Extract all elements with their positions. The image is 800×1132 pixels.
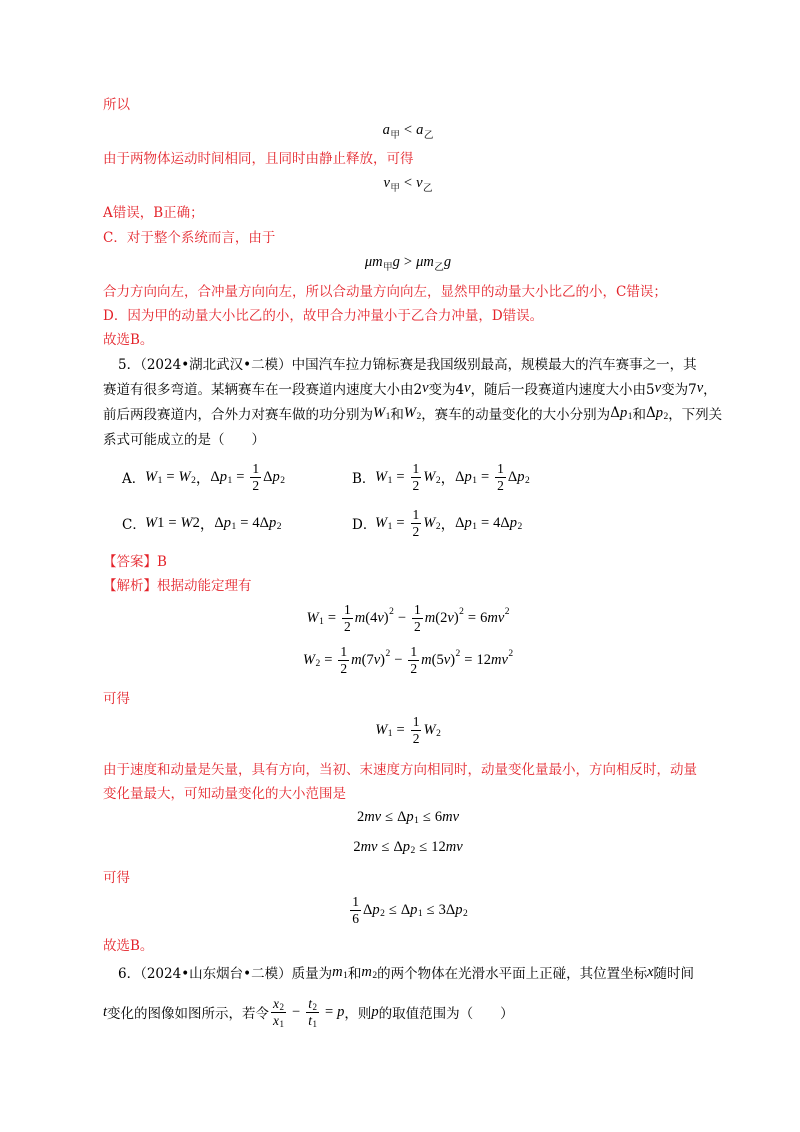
fraction-denominator xyxy=(411,479,422,493)
math-subscript: 2 xyxy=(279,1001,285,1012)
text-run: 变为7 xyxy=(661,382,697,398)
text-run: Δ xyxy=(393,838,403,855)
math-variable: W xyxy=(375,721,388,738)
formula-friction-relation xyxy=(103,251,713,273)
math-variable: p xyxy=(223,514,231,531)
math-operator: ≤ xyxy=(419,838,428,855)
math-subscript: 乙 xyxy=(423,131,434,141)
fraction-denominator xyxy=(412,620,423,634)
fraction-denominator xyxy=(250,479,261,493)
math-superscript: 2 xyxy=(455,649,461,659)
math-operator: ≤ xyxy=(388,901,397,918)
text-run: ，赛车的动量变化的大小分别为 xyxy=(421,407,611,423)
math-operator: ≤ xyxy=(426,901,435,918)
fraction-numerator xyxy=(250,462,261,476)
text-run: 2 xyxy=(344,618,351,634)
math-subscript: 2 xyxy=(436,729,441,739)
text-run: 12 xyxy=(431,838,446,855)
solution-text: C．对于整个系统而言，由于 xyxy=(103,230,276,246)
math-variable: W xyxy=(375,468,388,485)
fraction-numerator xyxy=(412,603,423,617)
math-superscript: 2 xyxy=(508,649,514,659)
math-variable: p xyxy=(372,901,380,918)
math-variable: m xyxy=(424,609,436,626)
math-variable: W xyxy=(302,651,315,668)
option-d xyxy=(352,504,522,542)
solution-text: 合力方向向左，合冲量方向向左，所以合动量方向向左，显然甲的动量大小比乙的小，C错误； xyxy=(103,284,667,300)
solution-conclusion: 故选B。 xyxy=(103,332,154,348)
text-run: 变化的图像如图所示，若令 xyxy=(107,1006,270,1022)
fraction-numerator xyxy=(495,462,506,476)
math-variable: μm xyxy=(364,253,383,270)
fraction-denominator xyxy=(411,732,422,746)
math-variable: W xyxy=(403,404,416,421)
question-5-stem-line xyxy=(103,402,723,424)
text-run: 2 xyxy=(497,477,504,493)
solution-text: 可得 xyxy=(103,870,130,886)
fraction-numerator xyxy=(350,895,361,909)
fraction-denominator xyxy=(408,662,419,676)
option-label: C． xyxy=(122,517,146,533)
text-run: 1 xyxy=(344,601,351,617)
math-subscript: 2 xyxy=(435,522,441,532)
fraction xyxy=(250,462,261,493)
math-variable: x xyxy=(273,995,280,1011)
text-run: Δ xyxy=(507,468,518,485)
text-run: 的取值范围为（ ） xyxy=(378,1006,514,1022)
math-operator: ≤ xyxy=(422,808,431,825)
math-operator: > xyxy=(403,253,413,270)
text-run: Δ xyxy=(610,405,620,421)
answer-line: 【答案】B xyxy=(103,554,167,570)
math-variable: v xyxy=(447,609,454,626)
fraction xyxy=(338,645,349,676)
math-variable: m xyxy=(351,651,362,668)
text-run: 2 xyxy=(410,660,418,676)
fraction xyxy=(411,715,422,746)
text-run: 前后两段赛道内，合外力对赛车做的功分别为 xyxy=(103,407,373,423)
math-subscript: 1 xyxy=(343,971,348,981)
option-expression xyxy=(375,462,530,493)
text-run: 和 xyxy=(347,966,362,982)
math-operator: = xyxy=(327,609,336,626)
math-subscript: 1 xyxy=(157,476,163,486)
math-variable: W xyxy=(373,404,386,421)
math-variable: μm xyxy=(416,253,434,270)
text-run: Δ xyxy=(400,901,411,918)
math-variable: p xyxy=(464,514,472,531)
text-run: ) xyxy=(380,651,385,668)
text-run: 1 xyxy=(340,643,348,659)
math-operator: ≤ xyxy=(385,808,394,825)
math-subscript: 2 xyxy=(372,971,378,981)
math-subscript: 2 xyxy=(524,476,530,486)
text-run: 6 xyxy=(480,609,488,626)
text-run: Δ xyxy=(210,468,220,485)
fraction xyxy=(342,603,353,634)
formula-acceleration-relation xyxy=(103,119,713,141)
text-run: ， xyxy=(440,516,456,533)
formula-momentum-relation xyxy=(103,891,713,929)
text-run: ， xyxy=(440,470,456,487)
math-operator: < xyxy=(403,174,413,191)
text-run: (2 xyxy=(435,609,448,626)
question-6-stem-line xyxy=(103,993,713,1031)
text-run: 和 xyxy=(632,407,646,423)
math-variable: mv xyxy=(445,838,463,855)
math-variable: t xyxy=(308,1012,312,1028)
option-b xyxy=(352,458,530,496)
fraction xyxy=(306,997,319,1028)
text-run: Δ xyxy=(455,468,465,485)
math-subscript: 甲 xyxy=(383,263,393,273)
text-run: 1 xyxy=(352,893,360,909)
math-operator: = xyxy=(324,651,333,668)
text-run: Δ xyxy=(455,514,465,531)
fraction xyxy=(408,645,419,676)
math-subscript: 1 xyxy=(417,909,423,919)
math-variable: v xyxy=(443,651,451,668)
text-run: ， xyxy=(703,382,717,398)
text-run: 2 xyxy=(412,730,420,746)
solution-conclusion: 故选B。 xyxy=(103,938,154,954)
text-run: 2 xyxy=(252,477,260,493)
text-run: 和 xyxy=(390,407,404,423)
fraction xyxy=(271,997,286,1028)
math-superscript: 2 xyxy=(389,607,394,617)
math-variable: W xyxy=(423,468,436,485)
text-run: 1 xyxy=(414,601,421,617)
math-variable: p xyxy=(464,468,472,485)
math-variable: m xyxy=(332,963,343,980)
math-variable: mv xyxy=(487,609,505,626)
option-label: B． xyxy=(352,471,376,487)
text-run: ) xyxy=(450,651,456,668)
text-run: 1 xyxy=(252,460,260,476)
math-variable: p xyxy=(655,404,663,421)
text-run: 4Δ xyxy=(493,514,510,531)
math-variable: p xyxy=(619,404,628,421)
text-run: 1 xyxy=(412,460,420,476)
text-run: Δ xyxy=(645,405,656,421)
math-variable: p xyxy=(402,838,411,855)
math-subscript: 2 xyxy=(280,476,285,486)
math-operator: = xyxy=(166,468,175,485)
text-run: (7 xyxy=(361,651,374,668)
math-operator: = xyxy=(324,1003,334,1020)
formula-work-relation xyxy=(103,711,713,749)
math-subscript: 2 xyxy=(517,522,523,532)
math-operator: − xyxy=(292,1003,301,1020)
math-operator: ≤ xyxy=(381,838,390,855)
option-expression xyxy=(375,508,522,539)
math-subscript: 1 xyxy=(387,729,393,739)
solution-text: 由于速度和动量是矢量，具有方向，当初、末速度方向相同时，动量变化量最小，方向相反时，动量 xyxy=(103,762,697,778)
text-run: 的两个物体在光滑水平面上正碰，其位置坐标 xyxy=(377,966,648,982)
math-subscript: 2 xyxy=(462,909,468,919)
math-variable: p xyxy=(410,901,418,918)
math-variable: W xyxy=(145,468,158,485)
math-operator: − xyxy=(394,651,403,668)
math-subscript: 2 xyxy=(312,1001,317,1012)
math-variable: mv xyxy=(360,838,378,855)
math-variable: mv xyxy=(364,808,382,825)
math-subscript: 1 xyxy=(472,522,477,532)
math-subscript: 2 xyxy=(416,412,422,422)
math-variable: W xyxy=(145,514,158,531)
fraction-numerator xyxy=(411,462,422,476)
text-run: ， xyxy=(195,470,211,487)
math-subscript: 乙 xyxy=(423,184,433,194)
text-run: Δ xyxy=(263,468,273,485)
math-operator: = xyxy=(464,651,473,668)
text-run: ，下列关 xyxy=(668,407,723,423)
text-run: ， xyxy=(199,516,215,533)
text-run: 2 xyxy=(412,477,420,493)
text-run: 1 xyxy=(412,506,420,522)
fraction xyxy=(411,508,422,539)
text-run: 2 xyxy=(192,514,200,531)
math-operator: = xyxy=(480,468,490,485)
option-c xyxy=(122,504,281,542)
fraction xyxy=(350,895,361,926)
math-variable: p xyxy=(371,1003,379,1020)
fraction-denominator xyxy=(342,620,353,634)
fraction-denominator xyxy=(338,662,349,676)
math-superscript: 2 xyxy=(459,607,464,617)
math-operator: = xyxy=(480,514,490,531)
fraction-denominator xyxy=(495,479,506,493)
math-variable: v xyxy=(422,379,429,396)
math-subscript: 2 xyxy=(435,476,441,486)
fraction-numerator xyxy=(342,603,353,617)
fraction-denominator xyxy=(411,525,422,539)
math-variable: mv xyxy=(490,651,508,668)
math-variable: W xyxy=(423,721,436,738)
text-run: 6 xyxy=(434,808,443,825)
math-variable: a xyxy=(382,121,390,138)
solution-text: D．因为甲的动量大小比乙的小，故甲合力冲量小于乙合力冲量，D错误。 xyxy=(103,308,544,324)
math-variable: p xyxy=(406,808,414,825)
math-variable: g xyxy=(443,253,452,270)
math-variable: p xyxy=(272,468,280,485)
solution-text: 由于两物体运动时间相同，且同时由静止释放，可得 xyxy=(103,151,414,167)
fraction-denominator xyxy=(306,1014,319,1028)
math-subscript: 1 xyxy=(319,617,324,627)
math-variable: m xyxy=(361,963,372,980)
text-run: 赛道有很多弯道。某辆赛车在一段赛道内速度大小由2 xyxy=(103,382,423,398)
math-variable: v xyxy=(373,651,381,668)
math-variable: v xyxy=(654,379,662,396)
math-variable: W xyxy=(180,514,193,531)
math-operator: < xyxy=(403,121,413,138)
math-subscript: 1 xyxy=(227,476,233,486)
fraction-numerator xyxy=(411,715,422,729)
text-run: 变为4 xyxy=(428,382,465,398)
question-6-stem-line xyxy=(118,961,713,983)
option-label: A． xyxy=(122,471,146,487)
formula-dp2-range xyxy=(103,836,713,858)
fraction xyxy=(495,462,506,493)
math-subscript: 1 xyxy=(312,1018,317,1029)
math-subscript: 1 xyxy=(627,412,633,422)
question-5-stem-line xyxy=(103,377,717,399)
math-subscript: 2 xyxy=(410,846,416,856)
fraction-numerator xyxy=(408,645,419,659)
option-expression xyxy=(145,462,285,493)
math-operator: = xyxy=(168,514,177,531)
math-variable: m xyxy=(354,609,366,626)
math-subscript: 2 xyxy=(315,659,321,669)
math-subscript: 甲 xyxy=(390,131,400,141)
math-superscript: 2 xyxy=(385,649,391,659)
text-run: 1 xyxy=(497,460,504,476)
math-variable: x xyxy=(647,963,654,980)
solution-text: A错误，B正确； xyxy=(103,205,204,221)
solution-text: 变化量最大，可知动量变化的大小范围是 xyxy=(103,786,346,802)
formula-velocity-relation xyxy=(103,172,713,194)
text-run: (4 xyxy=(365,609,378,626)
math-operator: = xyxy=(236,468,245,485)
math-variable: p xyxy=(337,1003,345,1020)
math-subscript: 2 xyxy=(380,909,385,919)
math-variable: t xyxy=(308,995,312,1011)
fraction-numerator xyxy=(411,508,422,522)
fraction-denominator xyxy=(350,912,361,926)
math-variable: W xyxy=(423,514,436,531)
analysis-intro: 【解析】根据动能定理有 xyxy=(103,578,252,594)
math-operator: = xyxy=(467,609,477,626)
fraction-numerator xyxy=(306,997,319,1011)
text-run: ，随后一段赛道内速度大小由5 xyxy=(470,382,655,398)
question-5-stem-line: 5．（2024•湖北武汉•二模）中国汽车拉力锦标赛是我国级别最高，规模最大的汽车赛事之一，其 xyxy=(118,357,697,373)
math-variable: p xyxy=(219,468,227,485)
text-run: 3Δ xyxy=(438,901,456,918)
math-variable: p xyxy=(517,468,525,485)
text-run: 1 xyxy=(410,643,418,659)
text-run: 2 xyxy=(353,838,361,855)
math-operator: = xyxy=(396,721,405,738)
math-subscript: 1 xyxy=(231,522,237,532)
text-run: 6 xyxy=(352,910,360,926)
math-variable: v xyxy=(696,379,704,396)
math-subscript: 2 xyxy=(191,476,196,486)
math-operator: − xyxy=(397,609,407,626)
option-expression xyxy=(145,513,281,534)
text-run: 随时间 xyxy=(653,966,695,982)
math-operator: = xyxy=(240,514,249,531)
text-run: ，则 xyxy=(344,1006,372,1022)
math-variable: m xyxy=(421,651,432,668)
math-subscript: 2 xyxy=(276,522,282,532)
math-variable: t xyxy=(103,1003,108,1020)
text-run: 4Δ xyxy=(252,514,269,531)
math-operator: = xyxy=(396,514,405,531)
math-variable: g xyxy=(392,253,400,270)
math-variable: a xyxy=(416,121,424,138)
text-run: 6．（2024•山东烟台•二模）质量为 xyxy=(118,966,333,982)
solution-text: 所以 xyxy=(103,97,130,113)
text-run: 2 xyxy=(412,523,420,539)
math-variable: W xyxy=(375,514,388,531)
fraction xyxy=(412,603,423,634)
math-variable: W xyxy=(306,609,319,626)
text-run: Δ xyxy=(363,901,373,918)
math-subscript: 甲 xyxy=(390,184,400,194)
fraction-numerator xyxy=(271,997,286,1011)
text-run: Δ xyxy=(397,808,407,825)
text-run: ) xyxy=(453,609,459,626)
formula-w2-equation xyxy=(103,641,713,679)
math-subscript: 1 xyxy=(472,476,477,486)
math-subscript: 1 xyxy=(387,476,393,486)
math-subscript: 2 xyxy=(663,412,669,422)
question-5-stem-line: 系式可能成立的是（ ） xyxy=(103,432,265,448)
math-variable: p xyxy=(268,514,277,531)
math-variable: v xyxy=(416,174,423,191)
math-variable: v xyxy=(383,174,390,191)
text-run: 1 xyxy=(412,713,420,729)
math-variable: W xyxy=(178,468,191,485)
text-run: 1 xyxy=(157,514,165,531)
math-subscript: 1 xyxy=(414,816,419,826)
option-a xyxy=(122,458,285,496)
math-variable: mv xyxy=(442,808,460,825)
text-run: 2 xyxy=(340,660,348,676)
solution-text: 可得 xyxy=(103,691,130,707)
math-variable: v xyxy=(377,609,384,626)
math-subscript: 乙 xyxy=(434,263,444,273)
math-variable: p xyxy=(455,901,463,918)
math-operator: = xyxy=(396,468,405,485)
text-run: ) xyxy=(383,609,389,626)
fraction xyxy=(411,462,422,493)
option-label: D． xyxy=(352,517,377,533)
math-variable: p xyxy=(509,514,517,531)
text-run: 2 xyxy=(356,808,365,825)
fraction-denominator xyxy=(271,1014,286,1028)
math-variable: v xyxy=(464,379,471,396)
text-run: Δ xyxy=(214,514,224,531)
text-run: 2 xyxy=(414,618,421,634)
math-subscript: 1 xyxy=(385,412,391,422)
math-variable: x xyxy=(273,1012,280,1028)
math-subscript: 1 xyxy=(387,522,393,532)
formula-dp1-range xyxy=(103,806,713,828)
math-subscript: 1 xyxy=(279,1018,285,1029)
text-run: (5 xyxy=(431,651,444,668)
formula-w1-equation xyxy=(103,599,713,637)
math-superscript: 2 xyxy=(504,607,510,617)
text-run: 12 xyxy=(476,651,491,668)
fraction-numerator xyxy=(338,645,349,659)
